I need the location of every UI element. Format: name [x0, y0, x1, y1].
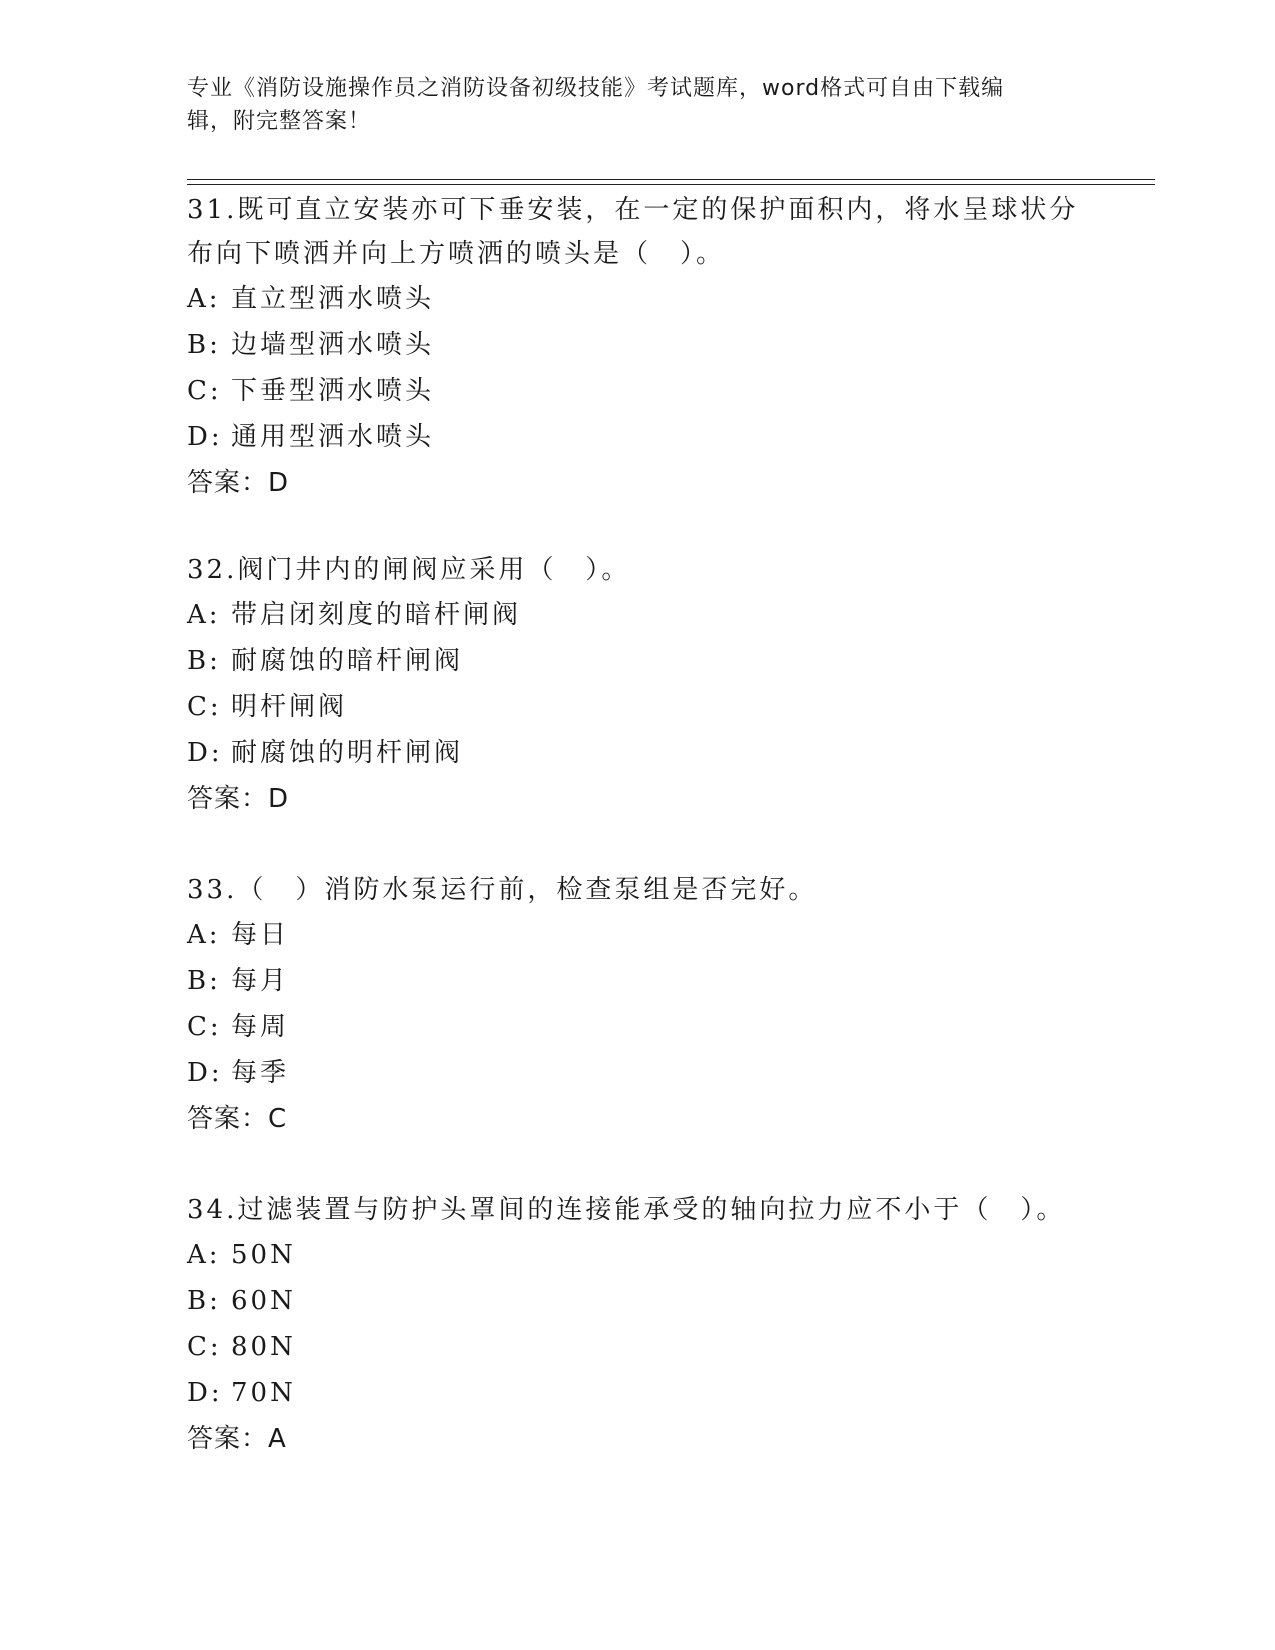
option-text: 每周	[231, 1012, 290, 1042]
option-text: 边墙型洒水喷头	[231, 330, 435, 360]
option-text: 明杆闸阀	[231, 692, 348, 722]
option-text: 每季	[231, 1058, 290, 1088]
header-line-2: 辑，附完整答案！	[187, 109, 372, 134]
header-divider-bottom	[187, 184, 1155, 185]
question-title: 34.过滤装置与防护头罩间的连接能承受的轴向拉力应不小于（ ）。	[187, 1195, 1066, 1225]
question-34	[187, 1188, 1087, 1462]
question-title: 33.（ ）消防水泵运行前，检查泵组是否完好。	[187, 875, 818, 905]
option-letter: B:	[187, 646, 221, 676]
option-text: 每月	[231, 966, 290, 996]
option-d	[187, 1370, 1087, 1416]
question-31	[187, 188, 1087, 506]
question-title: 32.阀门井内的闸阀应采用（ ）。	[187, 555, 631, 585]
option-text: 下垂型洒水喷头	[231, 376, 435, 406]
option-letter: A:	[187, 600, 221, 630]
header-divider-top	[187, 179, 1155, 180]
option-letter: C:	[187, 1332, 222, 1362]
option-letter: D:	[187, 422, 223, 452]
option-letter: C:	[187, 1012, 222, 1042]
option-text: 耐腐蚀的明杆闸阀	[231, 738, 464, 768]
option-letter: D:	[187, 1058, 223, 1088]
option-a	[187, 1232, 1087, 1278]
option-letter: B:	[187, 966, 221, 996]
option-letter: A:	[187, 920, 221, 950]
option-text: 带启闭刻度的暗杆闸阀	[231, 600, 522, 630]
option-d	[187, 730, 1087, 776]
option-c	[187, 1324, 1087, 1370]
option-c	[187, 684, 1087, 730]
answer: 答案：D	[187, 784, 290, 814]
option-a	[187, 592, 1087, 638]
option-text: 通用型洒水喷头	[231, 422, 435, 452]
option-text: 80N	[231, 1332, 296, 1362]
option-letter: D:	[187, 1378, 223, 1408]
answer: 答案：D	[187, 468, 290, 498]
header-line-1: 专业《消防设施操作员之消防设备初级技能》考试题库，word格式可自由下载编	[187, 76, 1005, 101]
option-text: 耐腐蚀的暗杆闸阀	[231, 646, 464, 676]
option-text: 每日	[231, 920, 290, 950]
option-text: 70N	[231, 1378, 296, 1408]
option-letter: C:	[187, 376, 222, 406]
option-d	[187, 414, 1087, 460]
question-33	[187, 868, 1087, 1142]
option-d	[187, 1050, 1087, 1096]
option-text: 直立型洒水喷头	[231, 284, 435, 314]
answer: 答案：A	[187, 1424, 287, 1454]
option-letter: A:	[187, 284, 221, 314]
option-c	[187, 368, 1087, 414]
option-a	[187, 276, 1087, 322]
question-title: 31.既可直立安装亦可下垂安装，在一定的保护面积内，将水呈球状分	[187, 195, 1079, 225]
option-a	[187, 912, 1087, 958]
option-letter: B:	[187, 330, 221, 360]
question-title-continued: 布向下喷洒并向上方喷洒的喷头是（ ）。	[187, 239, 726, 269]
document-header	[187, 72, 1067, 138]
option-b	[187, 638, 1087, 684]
option-letter: C:	[187, 692, 222, 722]
option-letter: A:	[187, 1240, 221, 1270]
option-letter: B:	[187, 1286, 221, 1316]
option-b	[187, 322, 1087, 368]
option-c	[187, 1004, 1087, 1050]
option-b	[187, 958, 1087, 1004]
option-letter: D:	[187, 738, 223, 768]
option-b	[187, 1278, 1087, 1324]
option-text: 60N	[231, 1286, 296, 1316]
answer: 答案：C	[187, 1104, 288, 1134]
option-text: 50N	[231, 1240, 296, 1270]
question-32	[187, 548, 1087, 822]
